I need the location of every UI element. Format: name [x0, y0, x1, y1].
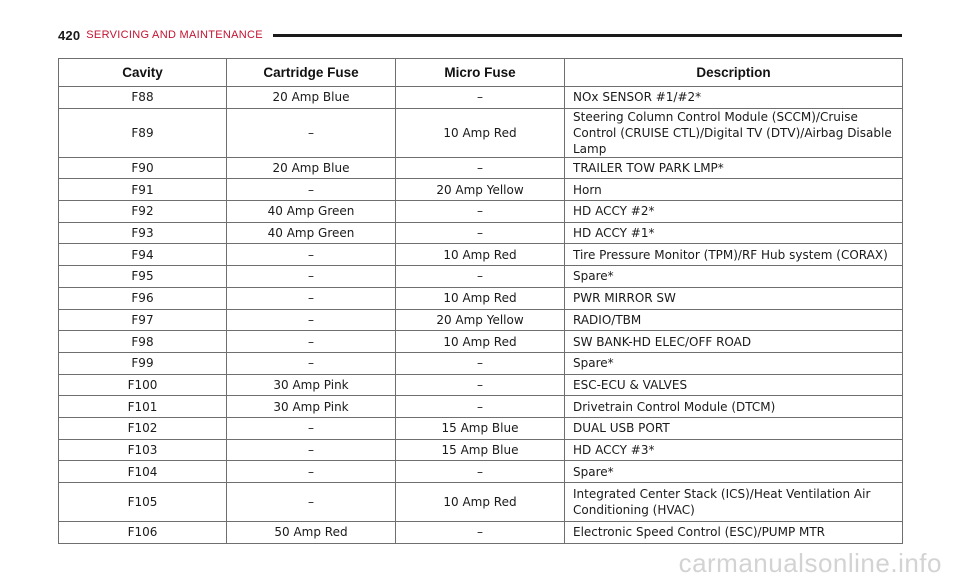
header-rule [273, 34, 902, 37]
description-cell: Spare* [565, 266, 903, 288]
micro-fuse-cell: – [396, 374, 565, 396]
cavity-cell: F95 [59, 266, 227, 288]
cartridge-fuse-cell: 40 Amp Green [227, 201, 396, 223]
cavity-cell: F93 [59, 222, 227, 244]
micro-fuse-cell: 10 Amp Red [396, 244, 565, 266]
cartridge-fuse-cell: – [227, 287, 396, 309]
description-cell: PWR MIRROR SW [565, 287, 903, 309]
description-cell: HD ACCY #1* [565, 222, 903, 244]
column-header-micro-fuse: Micro Fuse [396, 59, 565, 87]
cartridge-fuse-cell: 30 Amp Pink [227, 374, 396, 396]
cavity-cell: F90 [59, 157, 227, 179]
cartridge-fuse-cell: 40 Amp Green [227, 222, 396, 244]
description-cell: Steering Column Control Module (SCCM)/Cruise Control (CRUISE CTL)/Digital TV (DTV)/Airbag Disable Lamp [565, 108, 903, 157]
micro-fuse-cell: 10 Amp Red [396, 331, 565, 353]
micro-fuse-cell: – [396, 352, 565, 374]
table-row [59, 396, 903, 418]
cartridge-fuse-cell: – [227, 266, 396, 288]
description-cell: Spare* [565, 461, 903, 483]
micro-fuse-cell: 10 Amp Red [396, 108, 565, 157]
column-header-cavity: Cavity [59, 59, 227, 87]
description-cell: Horn [565, 179, 903, 201]
micro-fuse-cell: – [396, 222, 565, 244]
micro-fuse-cell: – [396, 201, 565, 223]
micro-fuse-cell: – [396, 461, 565, 483]
description-cell: HD ACCY #3* [565, 439, 903, 461]
micro-fuse-cell: 15 Amp Blue [396, 417, 565, 439]
cavity-cell: F97 [59, 309, 227, 331]
micro-fuse-cell: – [396, 522, 565, 544]
cartridge-fuse-cell: – [227, 461, 396, 483]
table-row [59, 331, 903, 353]
table-row [59, 179, 903, 201]
description-cell: DUAL USB PORT [565, 417, 903, 439]
table-row [59, 201, 903, 223]
cartridge-fuse-cell: – [227, 108, 396, 157]
micro-fuse-cell: 10 Amp Red [396, 483, 565, 522]
cavity-cell: F94 [59, 244, 227, 266]
micro-fuse-cell: – [396, 87, 565, 109]
cavity-cell: F103 [59, 439, 227, 461]
table-row [59, 374, 903, 396]
watermark: carmanualsonline.info [678, 548, 942, 578]
description-cell: HD ACCY #2* [565, 201, 903, 223]
description-cell: SW BANK-HD ELEC/OFF ROAD [565, 331, 903, 353]
cartridge-fuse-cell: – [227, 309, 396, 331]
cavity-cell: F100 [59, 374, 227, 396]
table-row [59, 157, 903, 179]
micro-fuse-cell: – [396, 396, 565, 418]
table-row [59, 222, 903, 244]
table-row [59, 522, 903, 544]
description-cell: Tire Pressure Monitor (TPM)/RF Hub system (CORAX) [565, 244, 903, 266]
table-row [59, 461, 903, 483]
table-row [59, 244, 903, 266]
cartridge-fuse-cell: – [227, 483, 396, 522]
table-body [59, 87, 903, 544]
cartridge-fuse-cell: – [227, 352, 396, 374]
description-cell: Electronic Speed Control (ESC)/PUMP MTR [565, 522, 903, 544]
cavity-cell: F99 [59, 352, 227, 374]
description-cell: Integrated Center Stack (ICS)/Heat Ventilation Air Conditioning (HVAC) [565, 483, 903, 522]
column-header-description: Description [565, 59, 903, 87]
micro-fuse-cell: 20 Amp Yellow [396, 179, 565, 201]
description-cell: Drivetrain Control Module (DTCM) [565, 396, 903, 418]
cavity-cell: F105 [59, 483, 227, 522]
cartridge-fuse-cell: 20 Amp Blue [227, 87, 396, 109]
cartridge-fuse-cell: – [227, 331, 396, 353]
micro-fuse-cell: 20 Amp Yellow [396, 309, 565, 331]
description-cell: Spare* [565, 352, 903, 374]
cavity-cell: F106 [59, 522, 227, 544]
cavity-cell: F104 [59, 461, 227, 483]
cavity-cell: F92 [59, 201, 227, 223]
section-title: SERVICING AND MAINTENANCE [86, 29, 263, 41]
page-header [58, 26, 902, 44]
cavity-cell: F88 [59, 87, 227, 109]
table-row [59, 483, 903, 522]
micro-fuse-cell: – [396, 266, 565, 288]
description-cell: NOx SENSOR #1/#2* [565, 87, 903, 109]
table-row [59, 87, 903, 109]
micro-fuse-cell: 10 Amp Red [396, 287, 565, 309]
cartridge-fuse-cell: 20 Amp Blue [227, 157, 396, 179]
table-row [59, 287, 903, 309]
micro-fuse-cell: 15 Amp Blue [396, 439, 565, 461]
cavity-cell: F101 [59, 396, 227, 418]
table-row [59, 439, 903, 461]
cartridge-fuse-cell: – [227, 439, 396, 461]
description-cell: ESC-ECU & VALVES [565, 374, 903, 396]
description-cell: RADIO/TBM [565, 309, 903, 331]
column-header-cartridge-fuse: Cartridge Fuse [227, 59, 396, 87]
table-row [59, 108, 903, 157]
table-header-row [59, 59, 903, 87]
cavity-cell: F91 [59, 179, 227, 201]
page-number: 420 [58, 27, 81, 43]
cartridge-fuse-cell: 30 Amp Pink [227, 396, 396, 418]
table-row [59, 266, 903, 288]
cartridge-fuse-cell: – [227, 179, 396, 201]
table-row [59, 309, 903, 331]
cartridge-fuse-cell: 50 Amp Red [227, 522, 396, 544]
cavity-cell: F96 [59, 287, 227, 309]
description-cell: TRAILER TOW PARK LMP* [565, 157, 903, 179]
cavity-cell: F98 [59, 331, 227, 353]
table-row [59, 417, 903, 439]
cavity-cell: F102 [59, 417, 227, 439]
micro-fuse-cell: – [396, 157, 565, 179]
cavity-cell: F89 [59, 108, 227, 157]
cartridge-fuse-cell: – [227, 417, 396, 439]
cartridge-fuse-cell: – [227, 244, 396, 266]
table-row [59, 352, 903, 374]
fuse-table [58, 58, 903, 544]
